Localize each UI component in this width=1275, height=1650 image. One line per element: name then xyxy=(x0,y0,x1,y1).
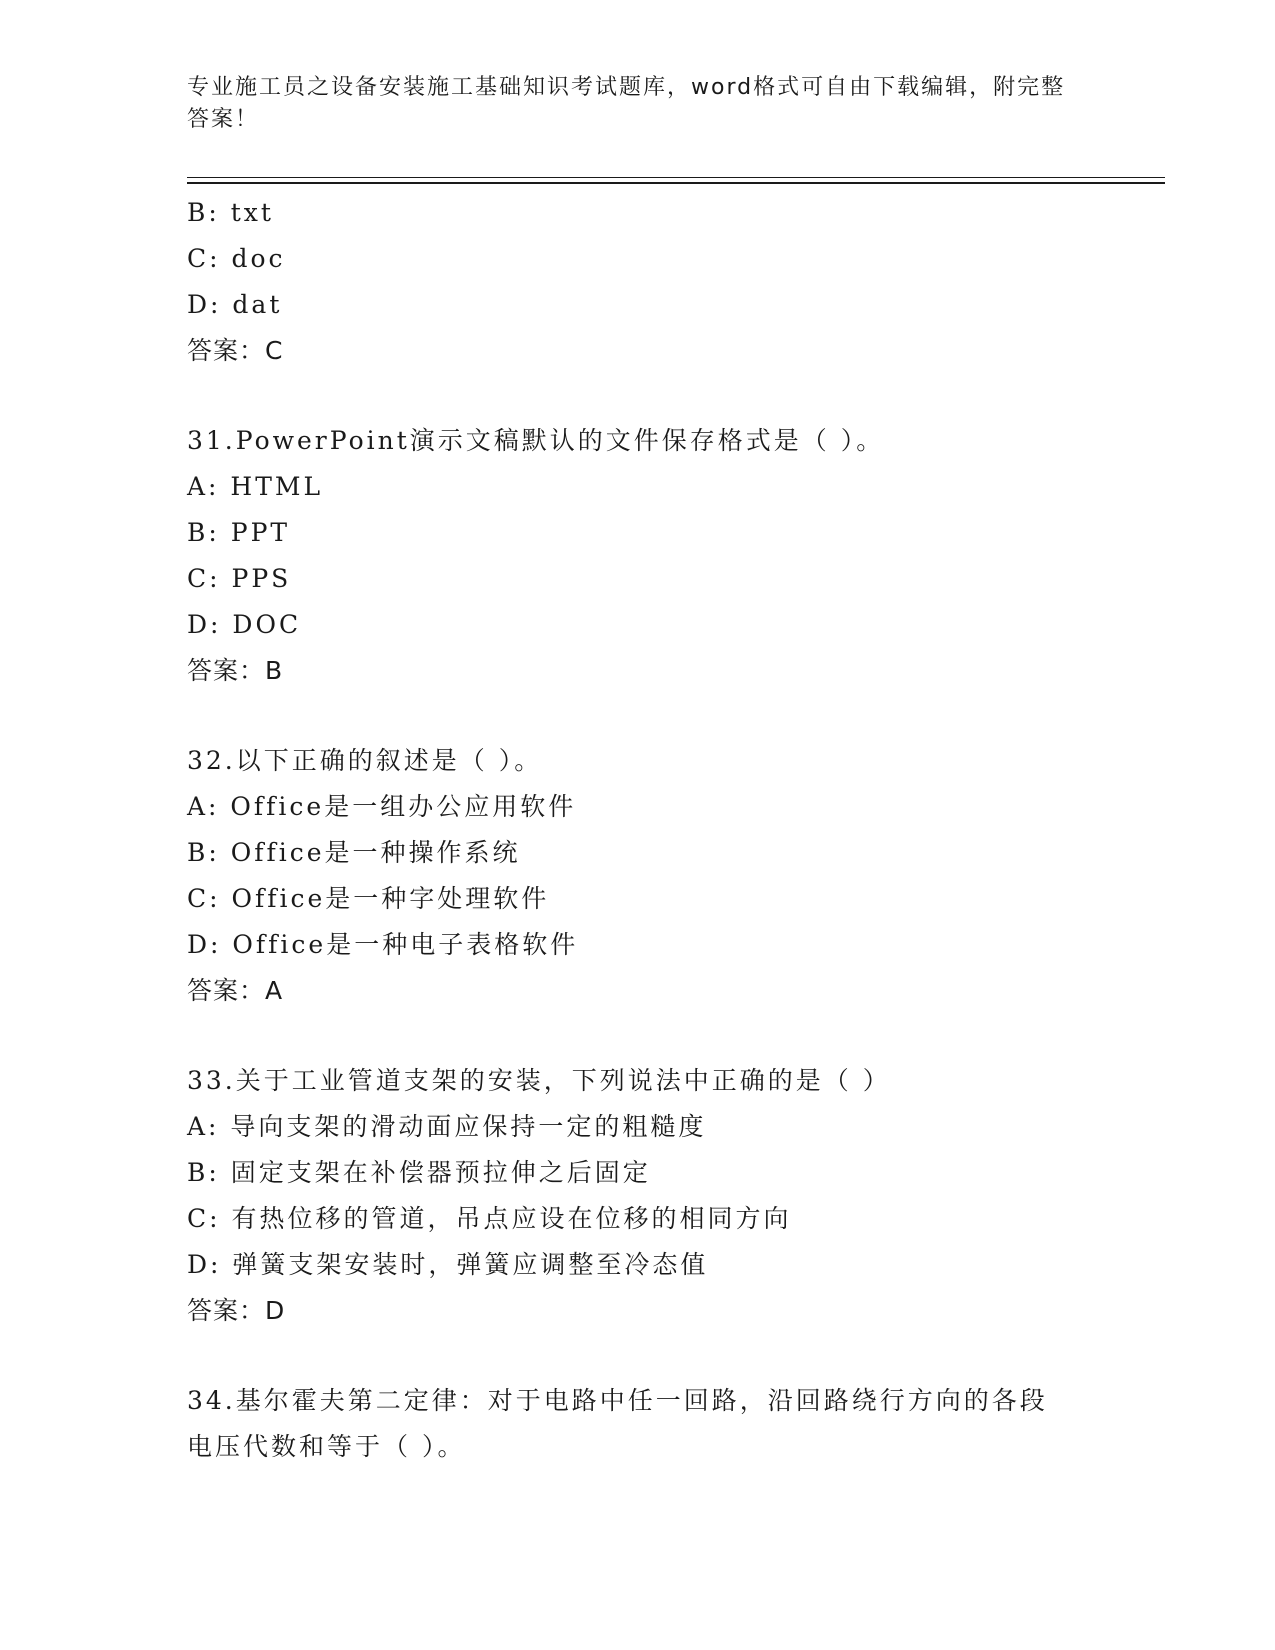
option-c: C: Office是一种字处理软件 xyxy=(187,884,550,913)
option-a: A: Office是一组办公应用软件 xyxy=(187,792,577,821)
option-d: D: DOC xyxy=(187,610,302,639)
question-32 xyxy=(187,738,1127,1014)
option-d: D: Office是一种电子表格软件 xyxy=(187,930,579,959)
question-stem: 32.以下正确的叙述是（ ）。 xyxy=(187,746,543,775)
document-header-title: 专业施工员之设备安装施工基础知识考试题库，word格式可自由下载编辑，附完整答案！ xyxy=(187,75,1066,132)
question-stem: 33.关于工业管道支架的安装，下列说法中正确的是（ ） xyxy=(187,1066,891,1095)
header-divider-thin xyxy=(187,177,1165,178)
option-b: B: 固定支架在补偿器预拉伸之后固定 xyxy=(187,1158,651,1187)
question-content xyxy=(187,190,1127,1470)
header-divider-thick xyxy=(187,182,1165,184)
option-a: A: HTML xyxy=(187,472,324,501)
question-stem: 34.基尔霍夫第二定律：对于电路中任一回路，沿回路绕行方向的各段电压代数和等于（ ）。 xyxy=(187,1386,1048,1461)
question-34 xyxy=(187,1378,1127,1470)
answer-line: 答案：B xyxy=(187,656,284,685)
answer-line: 答案：C xyxy=(187,336,284,365)
option-b: B: txt xyxy=(187,198,274,227)
option-b: B: PPT xyxy=(187,518,291,547)
option-d: D: dat xyxy=(187,290,283,319)
question-33 xyxy=(187,1058,1127,1334)
option-b: B: Office是一种操作系统 xyxy=(187,838,521,867)
answer-line: 答案：D xyxy=(187,1296,286,1325)
answer-line: 答案：A xyxy=(187,976,284,1005)
option-c: C: doc xyxy=(187,244,286,273)
option-d: D: 弹簧支架安装时，弹簧应调整至冷态值 xyxy=(187,1250,709,1279)
option-c: C: 有热位移的管道，吊点应设在位移的相同方向 xyxy=(187,1204,792,1233)
option-c: C: PPS xyxy=(187,564,292,593)
question-30-continued xyxy=(187,190,1127,374)
question-31 xyxy=(187,418,1127,694)
option-a: A: 导向支架的滑动面应保持一定的粗糙度 xyxy=(187,1112,707,1141)
question-stem: 31.PowerPoint演示文稿默认的文件保存格式是（ ）。 xyxy=(187,426,885,455)
